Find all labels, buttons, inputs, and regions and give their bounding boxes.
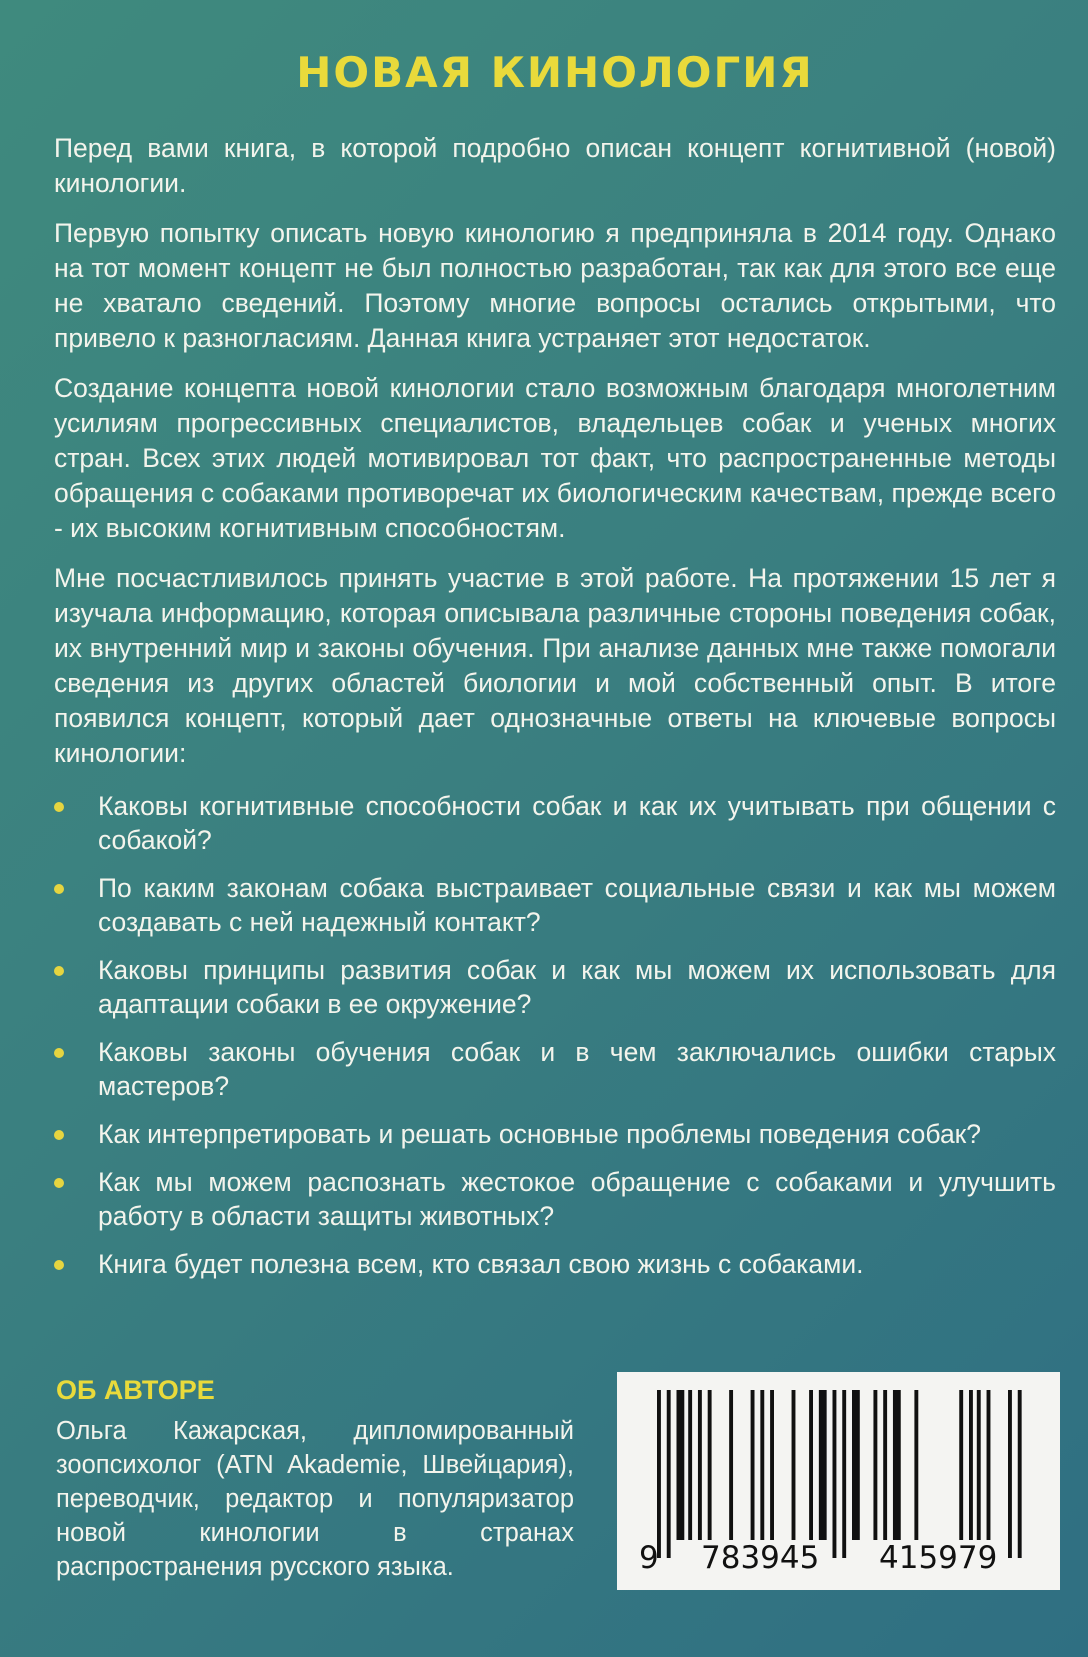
barcode-bar bbox=[677, 1390, 685, 1540]
bullet-icon bbox=[54, 1130, 64, 1140]
paragraph-concept-origin: Создание концепта новой кинологии стало возможным благодаря многолетним усилиям прогрессивных специалистов, владельцев собак и ученых многих стран. Всех этих людей мотивировал тот факт, что распространенные методы обращения с собаками противоречат их биологическим качествам, прежде всего - их высоким когнитивным способностям. bbox=[54, 373, 1056, 543]
list-item bbox=[54, 789, 1056, 857]
barcode-bar bbox=[987, 1390, 991, 1540]
about-author-heading: ОБ АВТОРЕ bbox=[56, 1375, 215, 1405]
barcode-bar bbox=[959, 1390, 963, 1540]
barcode-bar bbox=[977, 1390, 981, 1540]
key-questions-list bbox=[54, 789, 1056, 1281]
barcode-left-group: 783945 bbox=[701, 1540, 820, 1576]
bullet-icon bbox=[54, 1178, 64, 1188]
about-author bbox=[56, 1375, 574, 1584]
barcode-bar bbox=[667, 1390, 671, 1558]
bullet-icon bbox=[54, 1048, 64, 1058]
list-item bbox=[54, 1247, 1056, 1281]
barcode-bar bbox=[792, 1390, 796, 1540]
barcode-bar bbox=[914, 1390, 918, 1540]
barcode-bar bbox=[751, 1390, 755, 1540]
list-item bbox=[54, 1165, 1056, 1233]
barcode-bar bbox=[809, 1390, 813, 1540]
list-item-text: По каким законам собака выстраивает социальные связи и как мы можем создавать с ней надежный контакт? bbox=[98, 873, 1056, 937]
barcode-bar bbox=[833, 1390, 837, 1558]
barcode-bar bbox=[698, 1390, 702, 1540]
barcode-bar bbox=[893, 1390, 901, 1540]
list-item-text: Каковы когнитивные способности собак и как их учитывать при общении с собакой? bbox=[98, 791, 1056, 855]
list-item bbox=[54, 871, 1056, 939]
barcode-right-group: 415979 bbox=[879, 1540, 998, 1576]
barcode-bar bbox=[688, 1390, 692, 1540]
barcode-bar bbox=[819, 1390, 827, 1540]
about-author-text: Ольга Кажарская, дипломированный зоопсихолог (ATN Akademie, Швейцария), переводчик, редактор и популяризатор новой кинологии в странах распространения русского языка. bbox=[56, 1417, 574, 1581]
barcode-bar bbox=[1018, 1390, 1022, 1558]
barcode-bar bbox=[760, 1390, 764, 1540]
barcode-bar bbox=[852, 1390, 860, 1540]
list-item bbox=[54, 1117, 1056, 1151]
bullet-icon bbox=[54, 802, 64, 812]
isbn-barcode bbox=[617, 1372, 1060, 1590]
barcode-bar bbox=[873, 1390, 877, 1540]
barcode-bar bbox=[708, 1390, 712, 1540]
list-item bbox=[54, 1035, 1056, 1103]
bullet-icon bbox=[54, 884, 64, 894]
barcode-bar bbox=[657, 1390, 661, 1558]
barcode-bar bbox=[883, 1390, 887, 1540]
paragraph-first-attempt: Первую попытку описать новую кинологию я предприняла в 2014 году. Однако на тот момент концепт не был полностью разработан, так как для этого все еще не хватало сведений. Поэтому многие вопросы остались открытыми, что привело к разногласиям. Данная книга устраняет этот недостаток. bbox=[54, 218, 1056, 353]
bullet-icon bbox=[54, 966, 64, 976]
barcode-bar bbox=[770, 1390, 774, 1540]
barcode-bar bbox=[1008, 1390, 1012, 1558]
barcode-bar bbox=[969, 1390, 973, 1540]
book-title: НОВАЯ КИНОЛОГИЯ bbox=[296, 48, 814, 97]
list-item-text: Каковы принципы развития собак и как мы можем их использовать для адаптации собаки в ее окружение? bbox=[98, 955, 1056, 1019]
barcode-lead-digit: 9 bbox=[639, 1540, 659, 1576]
list-item bbox=[54, 953, 1056, 1021]
list-item-text: Книга будет полезна всем, кто связал свою жизнь с собаками. bbox=[98, 1249, 864, 1279]
barcode-bar bbox=[729, 1390, 733, 1540]
paragraph-author-work: Мне посчастливилось принять участие в этой работе. На протяжении 15 лет я изучала информацию, которая описывала различные стороны поведения собак, их внутренний мир и законы обучения. При анализе данных мне также помогали сведения из других областей биологии и мой собственный опыт. В итоге появился концепт, который дает однозначные ответы на ключевые вопросы кинологии: bbox=[54, 563, 1056, 768]
list-item-text: Каковы законы обучения собак и в чем заключались ошибки старых мастеров? bbox=[98, 1037, 1056, 1101]
barcode-bar bbox=[842, 1390, 846, 1558]
list-item-text: Как мы можем распознать жестокое обращение с собаками и улучшить работу в области защиты животных? bbox=[98, 1167, 1056, 1231]
list-item-text: Как интерпретировать и решать основные проблемы поведения собак? bbox=[98, 1119, 982, 1149]
paragraph-intro: Перед вами книга, в которой подробно описан концепт когнитивной (новой) кинологии. bbox=[54, 133, 1056, 198]
bullet-icon bbox=[54, 1260, 64, 1270]
